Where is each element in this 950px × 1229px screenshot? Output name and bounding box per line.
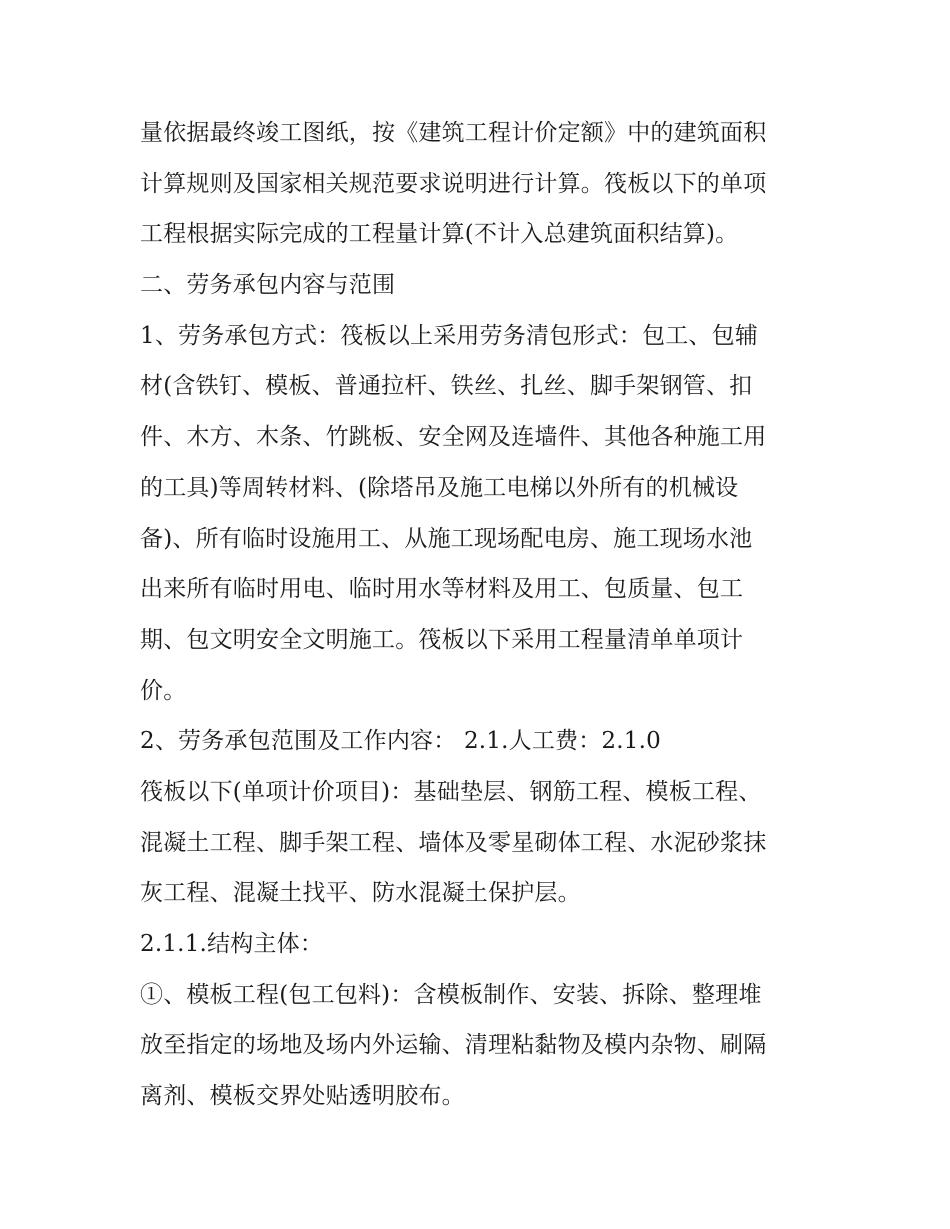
text-line: 出来所有临时用电、临时用水等材料及用工、包质量、包工: [140, 576, 744, 603]
text-line: 2、劳务承包范围及工作内容： 2.1.人工费：2.1.0: [140, 728, 661, 755]
text-line: 量依据最终竣工图纸，按《建筑工程计价定额》中的建筑面积: [140, 120, 767, 146]
document-body: [140, 108, 830, 1122]
text-line: 筏板以下(单项计价项目)：基础垫层、钢筋工程、模板工程、: [140, 778, 762, 805]
section-heading: 二、劳务承包内容与范围: [140, 272, 396, 299]
text-line: 混凝土工程、脚手架工程、墙体及零星砌体工程、水泥砂浆抹: [140, 829, 767, 856]
subsection-heading: 2.1.1.结构主体：: [140, 931, 324, 957]
text-line: ①、模板工程(包工包料)：含模板制作、安装、拆除、整理堆: [140, 981, 762, 1008]
text-line: 计算规则及国家相关规范要求说明进行计算。筏板以下的单项: [140, 170, 767, 197]
text-line: 备)、所有临时设施用工、从施工现场配电房、施工现场水池: [140, 525, 753, 552]
text-line: 离剂、模板交界处贴透明胶布。: [140, 1083, 465, 1110]
text-line: 材(含铁钉、模板、普通拉杆、铁丝、扎丝、脚手架钢管、扣: [140, 373, 753, 400]
text-line: 工程根据实际完成的工程量计算(不计入总建筑面积结算)。: [140, 221, 739, 248]
text-line: 期、包文明安全文明施工。筏板以下采用工程量清单单项计: [140, 626, 744, 653]
text-line: 价。: [140, 677, 187, 704]
text-line: 放至指定的场地及场内外运输、清理粘黏物及模内杂物、刷隔: [140, 1032, 767, 1059]
text-line: 灰工程、混凝土找平、防水混凝土保护层。: [140, 880, 581, 907]
text-line: 1、劳务承包方式：筏板以上采用劳务清包形式：包工、包辅: [140, 322, 759, 349]
text-line: 件、木方、木条、竹跳板、安全网及连墙件、其他各种施工用: [140, 424, 767, 451]
text-line: 的工具)等周转材料、(除塔吊及施工电梯以外所有的机械设: [140, 474, 739, 501]
